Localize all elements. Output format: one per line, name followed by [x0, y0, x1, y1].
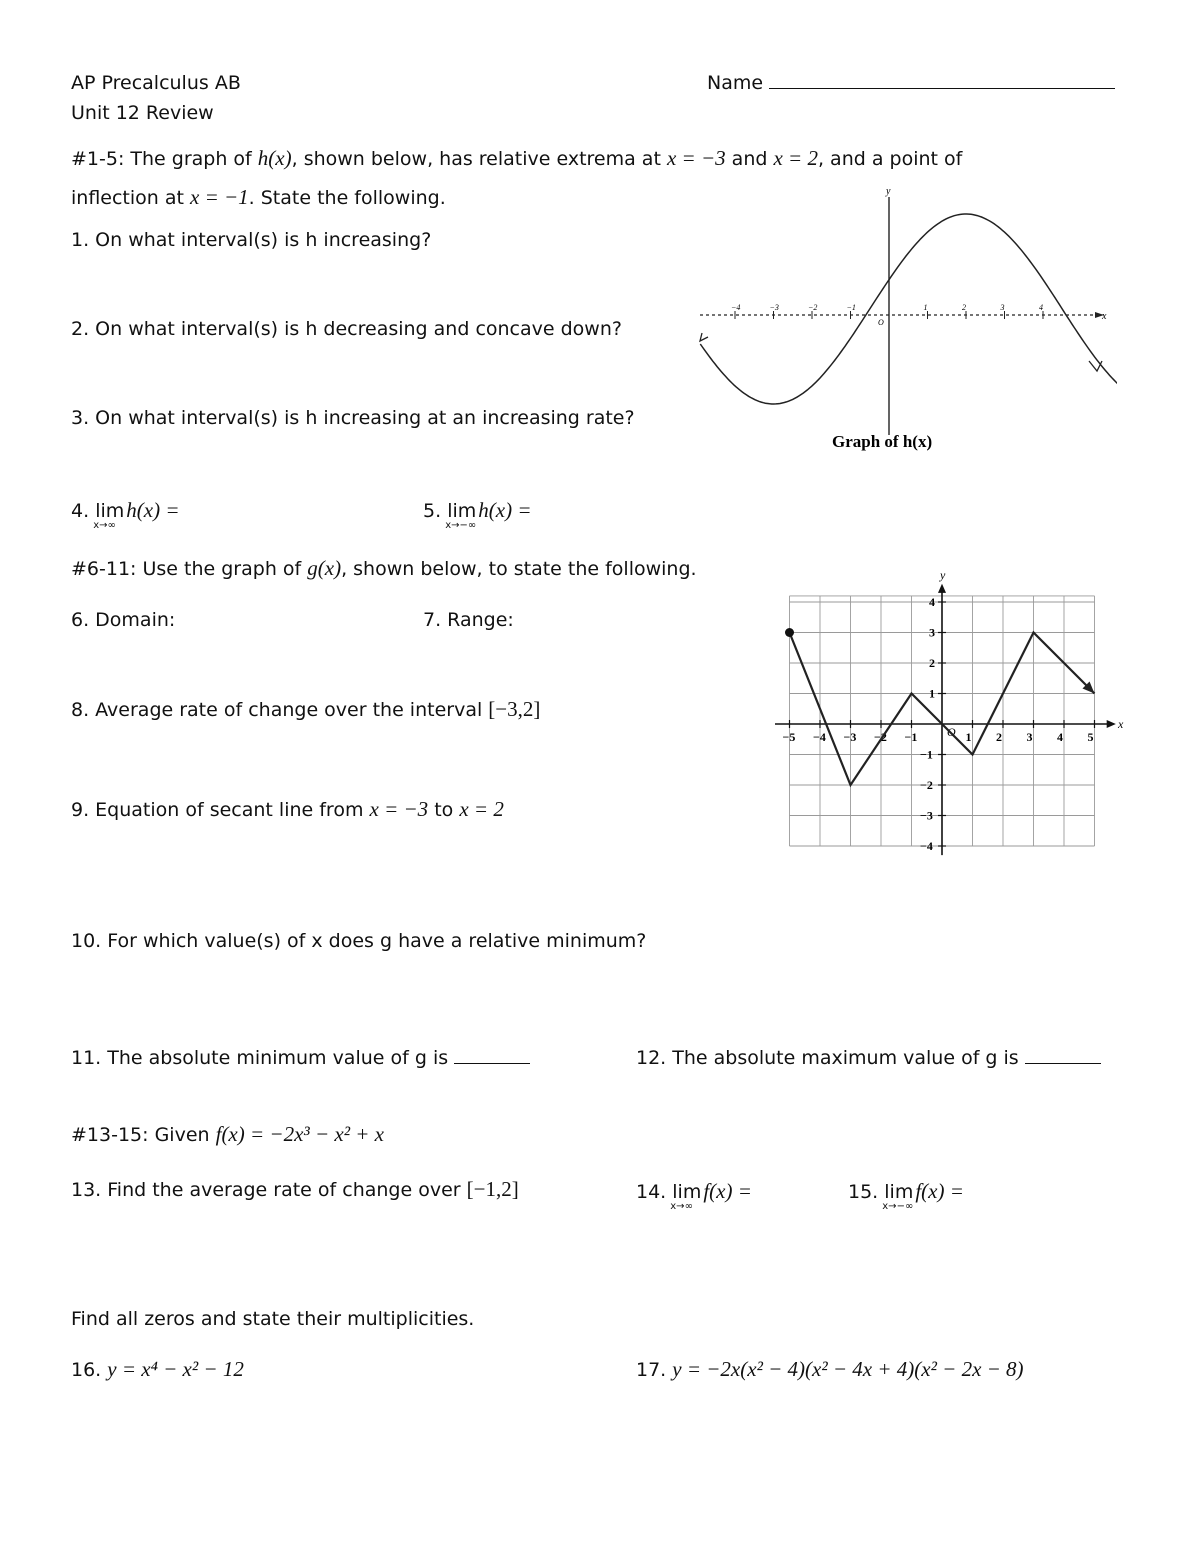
graph-h-caption: Graph of h(x)	[832, 432, 933, 451]
graph-h-tick-label: −2	[808, 303, 818, 312]
graph-h-left-arrow	[700, 333, 708, 341]
graph-g-axes	[775, 584, 1116, 855]
graph-g-closed-endpoint	[785, 628, 794, 637]
graph-h-tick-label: −3	[769, 303, 779, 312]
graph-g-x-tick-label: −4	[813, 730, 826, 744]
extremum-x2: x = 2	[773, 146, 818, 170]
graph-g-y-tick-label: 1	[929, 686, 935, 701]
name-field[interactable]	[707, 72, 1115, 94]
section3-intro: #13-15: Given f(x) = −2x³ − x² + x	[71, 1122, 384, 1146]
graph-g-x-tick-label: 2	[996, 730, 1002, 744]
graph-h-tick-label: −1	[846, 303, 856, 312]
unit-title: Unit 12 Review	[71, 102, 214, 124]
graph-g-x-tick-label: 1	[965, 730, 972, 744]
question-10: 10. For which value(s) of x does g have a relative minimum?	[71, 930, 647, 952]
q8-interval: [−3,2]	[488, 697, 541, 721]
graph-g-y-tick-label: −3	[920, 808, 933, 823]
graph-h-x-label: x	[1102, 311, 1107, 322]
graph-h-y-label: y	[886, 186, 891, 197]
graph-g-origin: O	[947, 725, 956, 739]
inflection-x: x = −1	[190, 185, 249, 209]
question-1: 1. On what interval(s) is h increasing?	[71, 229, 432, 251]
graph-h-tick-label: 2	[962, 303, 966, 312]
graph-g-x-tick-label: 3	[1026, 730, 1033, 744]
graph-h-right-arrow	[1089, 361, 1102, 371]
question-14: 14. lim x→∞ f(x) =	[636, 1179, 752, 1212]
graph-g-x-tick-label: −5	[782, 730, 796, 744]
graph-g-x-tick-label: 4	[1057, 730, 1063, 744]
graph-g-x-axis-arrow	[1107, 720, 1116, 728]
g-function: g(x)	[307, 556, 342, 580]
section1-intro-line1: #1-5: The graph of h(x), shown below, has relative extrema at x = −3 and x = 2, and a point of	[71, 146, 963, 170]
question-16: 16. y = x⁴ − x² − 12	[71, 1357, 244, 1381]
q11-blank[interactable]	[454, 1062, 530, 1064]
graph-g-y-tick-label: −4	[920, 839, 933, 853]
graph-g-y-tick-label: 2	[929, 656, 935, 670]
question-8: 8. Average rate of change over the interval [−3,2]	[71, 697, 541, 721]
question-5: 5. lim x→−∞ h(x) =	[423, 498, 532, 531]
graph-h-tick-label: −4	[731, 303, 741, 312]
q13-interval: [−1,2]	[466, 1177, 519, 1201]
graph-g	[775, 565, 1130, 865]
graph-g-y-axis-arrow	[938, 584, 946, 593]
question-13: 13. Find the average rate of change over [−1,2]	[71, 1177, 519, 1201]
name-line[interactable]	[769, 88, 1115, 89]
h-function: h(x)	[257, 146, 292, 170]
graph-h-origin: O	[878, 318, 884, 327]
course-title: AP Precalculus AB	[71, 72, 241, 94]
question-11: 11. The absolute minimum value of g is	[71, 1047, 530, 1069]
graph-h-tick-label: 4	[1039, 303, 1043, 312]
question-15: 15. lim x→−∞ f(x) =	[848, 1179, 964, 1212]
graph-h-axes	[700, 197, 1104, 435]
graph-g-x-tick-label: 5	[1087, 730, 1094, 744]
q12-blank[interactable]	[1025, 1062, 1101, 1064]
question-2: 2. On what interval(s) is h decreasing and concave down?	[71, 318, 622, 340]
graph-g-x-tick-label: −1	[904, 730, 918, 744]
f-definition: f(x) = −2x³ − x² + x	[215, 1122, 384, 1146]
section2-intro: #6-11: Use the graph of g(x), shown below, to state the following.	[71, 556, 697, 580]
graph-g-x-tick-label: −3	[843, 730, 857, 744]
question-12: 12. The absolute maximum value of g is	[636, 1047, 1101, 1069]
graph-g-x-label: x	[1118, 717, 1124, 731]
question-9: 9. Equation of secant line from x = −3 to x = 2	[71, 797, 504, 821]
graph-h	[692, 185, 1117, 460]
graph-h-tick-label: 3	[1000, 303, 1005, 312]
graph-g-y-tick-label: 4	[929, 595, 935, 609]
question-6: 6. Domain:	[71, 609, 176, 631]
name-label: Name	[707, 72, 764, 94]
section1-intro-line2: inflection at x = −1. State the following.	[71, 185, 446, 209]
extremum-x1: x = −3	[666, 146, 726, 170]
graph-h-curve	[700, 214, 1117, 404]
graph-g-y-label: y	[940, 568, 946, 582]
graph-g-y-tick-label: −1	[920, 747, 933, 762]
graph-h-tick-label: 1	[923, 303, 928, 312]
question-7: 7. Range:	[423, 609, 514, 631]
question-3: 3. On what interval(s) is h increasing at an increasing rate?	[71, 407, 635, 429]
graph-g-y-tick-label: −2	[920, 778, 933, 792]
graph-g-y-tick-label: 3	[929, 625, 935, 640]
question-4: 4. lim x→∞ h(x) =	[71, 498, 180, 531]
zeros-instruction: Find all zeros and state their multiplicities.	[71, 1308, 475, 1330]
question-17: 17. y = −2x(x² − 4)(x² − 4x + 4)(x² − 2x − 8)	[636, 1357, 1024, 1381]
graph-g-x-tick-label: −2	[874, 730, 887, 744]
